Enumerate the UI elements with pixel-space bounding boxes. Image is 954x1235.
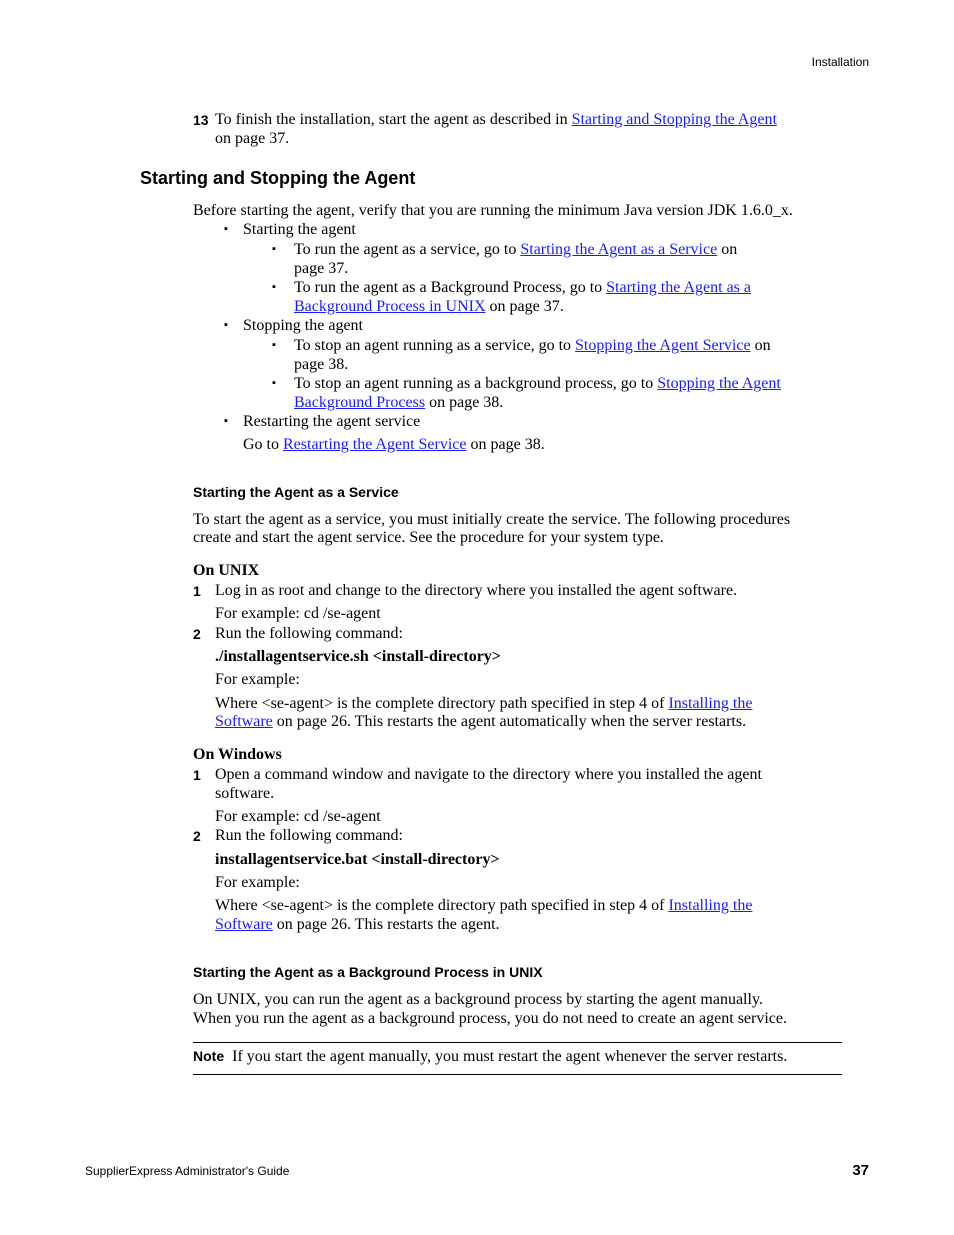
windows-where-line1 bbox=[215, 896, 752, 915]
intro-paragraph: Before starting the agent, verify that you are running the minimum Java version JDK 1.6.0_x. bbox=[193, 202, 793, 219]
sub-bullet-text: on bbox=[750, 337, 771, 354]
windows-step1-line1: Open a command window and navigate to the directory where you installed the agent bbox=[215, 766, 762, 783]
background-paragraph-line1: On UNIX, you can run the agent as a background process by starting the agent manually. bbox=[193, 991, 763, 1008]
link-starting-service[interactable]: Starting the Agent as a Service bbox=[520, 241, 718, 258]
service-paragraph-line1: To start the agent as a service, you must initially create the service. The following procedures bbox=[193, 511, 791, 528]
bullet-restarting: Restarting the agent service bbox=[243, 413, 421, 430]
windows-command: installagentservice.bat <install-directory> bbox=[215, 851, 500, 868]
link-restarting-service[interactable]: Restarting the Agent Service bbox=[283, 436, 467, 453]
note-label: Note bbox=[193, 1048, 225, 1064]
unix-step2: Run the following command: bbox=[215, 625, 403, 642]
goto-text: on page 38. bbox=[466, 436, 545, 453]
background-paragraph-line2: When you run the agent as a background process, you do not need to create an agent service. bbox=[193, 1010, 787, 1027]
link-installing-software-cont[interactable]: Software bbox=[215, 713, 273, 730]
page-number: 37 bbox=[852, 1162, 869, 1179]
step-text-pre: To finish the installation, start the agent as described in bbox=[215, 111, 572, 128]
bullet-marker: ▪ bbox=[272, 339, 276, 351]
unix-command: ./installagentservice.sh <install-directory> bbox=[215, 648, 501, 665]
sub-bullet-line2: page 38. bbox=[294, 356, 349, 373]
where-text: Where <se-agent> is the complete directory path specified in step 4 of bbox=[215, 695, 669, 712]
sub-bullet bbox=[294, 240, 737, 259]
bullet-marker: ▪ bbox=[272, 243, 276, 255]
bullet-marker: ▪ bbox=[224, 223, 228, 235]
goto-text: Go to bbox=[243, 436, 283, 453]
subsection-heading: Starting the Agent as a Service bbox=[193, 484, 399, 500]
section-heading: Starting and Stopping the Agent bbox=[140, 168, 416, 188]
bullet-marker: ▪ bbox=[272, 281, 276, 293]
link-stopping-service[interactable]: Stopping the Agent Service bbox=[575, 337, 751, 354]
where-text: on page 26. This restarts the agent automatically when the server restarts. bbox=[272, 713, 747, 730]
unix-heading: On UNIX bbox=[193, 562, 260, 579]
link-stopping-background[interactable]: Stopping the Agent bbox=[657, 375, 781, 392]
service-paragraph-line2: create and start the agent service. See the procedure for your system type. bbox=[193, 529, 664, 546]
where-text: Where <se-agent> is the complete directory path specified in step 4 of bbox=[215, 897, 669, 914]
step-number: 2 bbox=[193, 626, 201, 642]
bullet-marker: ▪ bbox=[224, 415, 228, 427]
step-text-tail: on page 37. bbox=[215, 130, 290, 147]
sub-bullet-text: on bbox=[717, 241, 738, 258]
sub-bullet bbox=[294, 336, 771, 355]
bullet-starting: Starting the agent bbox=[243, 221, 356, 238]
sub-bullet-text: To run the agent as a Background Process, go to bbox=[294, 279, 607, 296]
link-starting-background-cont[interactable]: Background Process in UNIX bbox=[294, 298, 486, 315]
sub-bullet-line2 bbox=[294, 393, 503, 412]
bullet-marker: ▪ bbox=[272, 377, 276, 389]
sub-bullet bbox=[294, 278, 751, 297]
bullet-stopping: Stopping the agent bbox=[243, 317, 363, 334]
restarting-goto bbox=[243, 435, 545, 454]
step-number: 1 bbox=[193, 767, 201, 783]
step-text bbox=[215, 110, 777, 129]
step-number: 2 bbox=[193, 828, 201, 844]
sub-bullet-text: To stop an agent running as a service, go to bbox=[294, 337, 576, 354]
sub-bullet-text: on page 37. bbox=[485, 298, 564, 315]
link-installing-software[interactable]: Installing the bbox=[668, 695, 753, 712]
windows-where-line2 bbox=[215, 915, 500, 934]
sub-bullet-text: To run the agent as a service, go to bbox=[294, 241, 521, 258]
footer-guide-title: SupplierExpress Administrator's Guide bbox=[85, 1164, 290, 1178]
note-top-rule bbox=[193, 1042, 842, 1043]
running-header: Installation bbox=[811, 55, 869, 69]
sub-bullet-text: To stop an agent running as a background process, go to bbox=[294, 375, 658, 392]
unix-step1-example: For example: cd /se-agent bbox=[215, 605, 381, 622]
step-number: 1 bbox=[193, 583, 201, 599]
link-starting-stopping[interactable]: Starting and Stopping the Agent bbox=[571, 111, 777, 128]
windows-step1-line2: software. bbox=[215, 785, 275, 802]
note bbox=[193, 1047, 787, 1066]
step-number: 13 bbox=[193, 112, 209, 128]
unix-step1: Log in as root and change to the directory where you installed the agent software. bbox=[215, 582, 738, 599]
note-text: If you start the agent manually, you must restart the agent whenever the server restarts. bbox=[232, 1048, 788, 1065]
where-text: on page 26. This restarts the agent. bbox=[272, 916, 500, 933]
note-bottom-rule bbox=[193, 1074, 842, 1075]
windows-step2: Run the following command: bbox=[215, 827, 403, 844]
unix-where-line2 bbox=[215, 712, 746, 731]
subsection-heading: Starting the Agent as a Background Process in UNIX bbox=[193, 964, 543, 980]
link-installing-software[interactable]: Installing the bbox=[668, 897, 753, 914]
link-starting-background[interactable]: Starting the Agent as a bbox=[606, 279, 751, 296]
sub-bullet bbox=[294, 374, 781, 393]
sub-bullet-line2 bbox=[294, 297, 564, 316]
link-stopping-background-cont[interactable]: Background Process bbox=[294, 394, 426, 411]
windows-heading: On Windows bbox=[193, 746, 282, 763]
link-installing-software-cont[interactable]: Software bbox=[215, 916, 273, 933]
unix-for-example: For example: bbox=[215, 671, 300, 688]
sub-bullet-line2: page 37. bbox=[294, 260, 349, 277]
windows-for-example: For example: bbox=[215, 874, 300, 891]
sub-bullet-text: on page 38. bbox=[425, 394, 504, 411]
unix-where-line1 bbox=[215, 694, 752, 713]
bullet-marker: ▪ bbox=[224, 319, 228, 331]
windows-step1-example: For example: cd /se-agent bbox=[215, 808, 381, 825]
